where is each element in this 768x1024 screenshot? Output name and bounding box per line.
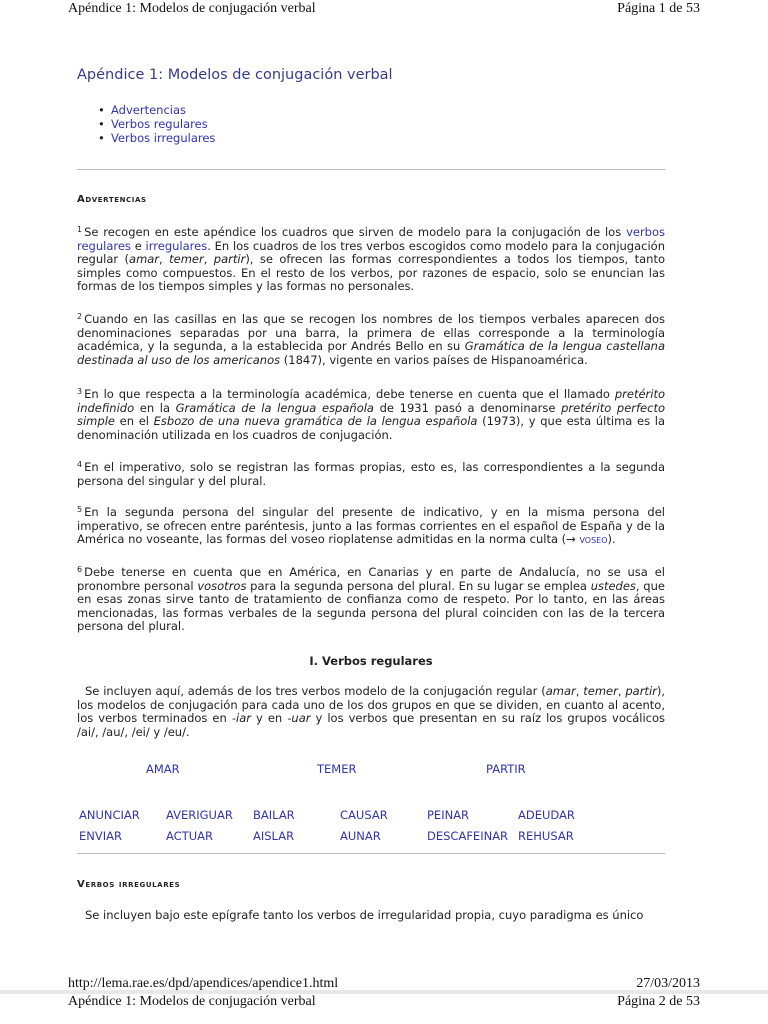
model-verb-partir[interactable]: PARTIR xyxy=(486,762,526,776)
model-verb-amar[interactable]: AMAR xyxy=(146,762,180,776)
verb-link-anunciar[interactable]: ANUNCIAR xyxy=(79,808,140,822)
divider xyxy=(77,853,665,854)
note-number: 2 xyxy=(77,312,83,321)
regulares-intro: Se incluyen aquí, además de los tres verbos modelo de la conjugación regular (amar, temer, partir), los modelos de conjugación para cada uno de los dos grupos en que se dividen, en cuanto al acento, los verbos terminados en -iar y en -uar y los verbos que presentan en su raíz los grupos vocálicos /ai/, /au/, /ei/ y /eu/. xyxy=(77,684,666,739)
verb-link-averiguar[interactable]: AVERIGUAR xyxy=(166,808,233,822)
note-number: 5 xyxy=(77,505,83,514)
note-5: $^5$ En la segunda persona del singular del presente de indicativo, y en la misma persona del imperativo, se ofrecen entre paréntesis, junto a las formas corrientes en el español de España y de la América no voseante, las formas del voseo rioplatense admitidas en la norma culta (→ voseo). xyxy=(77,505,665,547)
note-number: 3 xyxy=(77,387,83,396)
verb-link-aunar[interactable]: AUNAR xyxy=(340,829,381,843)
note-number: 4 xyxy=(77,460,83,469)
verb-link-rehusar[interactable]: REHUSAR xyxy=(518,829,574,843)
page-header-number: Página 2 de 53 xyxy=(617,994,700,1009)
verb-link-peinar[interactable]: PEINAR xyxy=(427,808,470,822)
table-of-contents xyxy=(98,103,215,145)
section-heading-verbos-irregulares: Verbos irregulares xyxy=(77,879,181,890)
section-heading-verbos-regulares: I. Verbos regulares xyxy=(309,654,433,668)
page-header-title: Apéndice 1: Modelos de conjugación verbal xyxy=(68,994,316,1009)
page-footer-date: 27/03/2013 xyxy=(636,976,700,991)
toc-link-verbos-regulares[interactable]: • Verbos regulares xyxy=(98,117,215,131)
note-number: 6 xyxy=(77,565,83,574)
model-verb-temer[interactable]: TEMER xyxy=(317,762,357,776)
verb-link-enviar[interactable]: ENVIAR xyxy=(79,829,122,843)
note-2: $^2$ Cuando en las casillas en las que se recogen los nombres de los tiempos verbales aparecen dos denominaciones separadas por una barra, la primera de ellas corresponde a la terminología académica, y la segunda, a la establecida por Andrés Bello en su Gramática de la lengua castellana destinada al uso de los americanos (1847), vigente en varios países de Hispanoamérica. xyxy=(77,312,665,367)
verb-link-adeudar[interactable]: ADEUDAR xyxy=(518,808,575,822)
page-title: Apéndice 1: Modelos de conjugación verbal xyxy=(77,67,393,83)
verb-link-causar[interactable]: CAUSAR xyxy=(340,808,388,822)
note-1: $^1$ Se recogen en este apéndice los cuadros que sirven de modelo para la conjugación de los verbos regulares e irregulares. En los cuadros de los tres verbos escogidos como modelo para la conjugación regular (amar, temer, partir), se ofrecen las formas correspondientes a todos los tiempos, tanto simples como compuestos. En el resto de los verbos, por razones de espacio, solo se enuncian las formas de los tiempos simples y las formas no personales. xyxy=(77,225,666,294)
note-4: $^4$ En el imperativo, solo se registran las formas propias, esto es, las correspondientes a la segunda persona del singular y del plural. xyxy=(77,460,665,488)
verb-link-descafeinar[interactable]: DESCAFEINAR xyxy=(427,829,509,843)
verb-link-actuar[interactable]: ACTUAR xyxy=(166,829,213,843)
irregulares-intro: Se incluyen bajo este epígrafe tanto los verbos de irregularidad propia, cuyo paradigma es único xyxy=(85,908,644,922)
note-6: $^6$ Debe tenerse en cuenta que en América, en Canarias y en parte de Andalucía, no se usa el pronombre personal vosotros para la segunda persona del plural. En su lugar se emplea ustedes, que en esas zonas sirve tanto de tratamiento de confianza como de respeto. Por lo tanto, en las áreas mencionadas, las formas verbales de la segunda persona del plural coinciden con las de la tercera persona del plural. xyxy=(77,565,665,634)
divider xyxy=(77,169,665,170)
verb-link-bailar[interactable]: BAILAR xyxy=(253,808,295,822)
note-3: $^3$ En lo que respecta a la terminología académica, debe tenerse en cuenta que el llamado pretérito indefinido en la Gramática de la lengua española de 1931 pasó a denominarse pretérito perfecto simple en el Esbozo de una nueva gramática de la lengua española (1973), y que esta última es la denominación utilizada en los cuadros de conjugación. xyxy=(77,387,665,442)
page-header-title: Apéndice 1: Modelos de conjugación verbal xyxy=(68,1,316,16)
pdf-page-2 xyxy=(0,994,768,1024)
link-voseo[interactable]: voseo xyxy=(579,532,608,547)
note-number: 1 xyxy=(77,225,83,234)
page-footer-url: http://lema.rae.es/dpd/apendices/apendice1.html xyxy=(68,976,339,991)
link-verbos-regulares[interactable]: verbos regulares xyxy=(77,225,665,253)
toc-link-verbos-irregulares[interactable]: • Verbos irregulares xyxy=(98,131,215,145)
page-header-number: Página 1 de 53 xyxy=(617,1,700,16)
section-heading-advertencias: Advertencias xyxy=(77,194,147,205)
link-irregulares[interactable]: irregulares xyxy=(145,238,208,253)
toc-link-advertencias[interactable]: • Advertencias xyxy=(98,103,215,117)
verb-link-aislar[interactable]: AISLAR xyxy=(253,829,295,843)
